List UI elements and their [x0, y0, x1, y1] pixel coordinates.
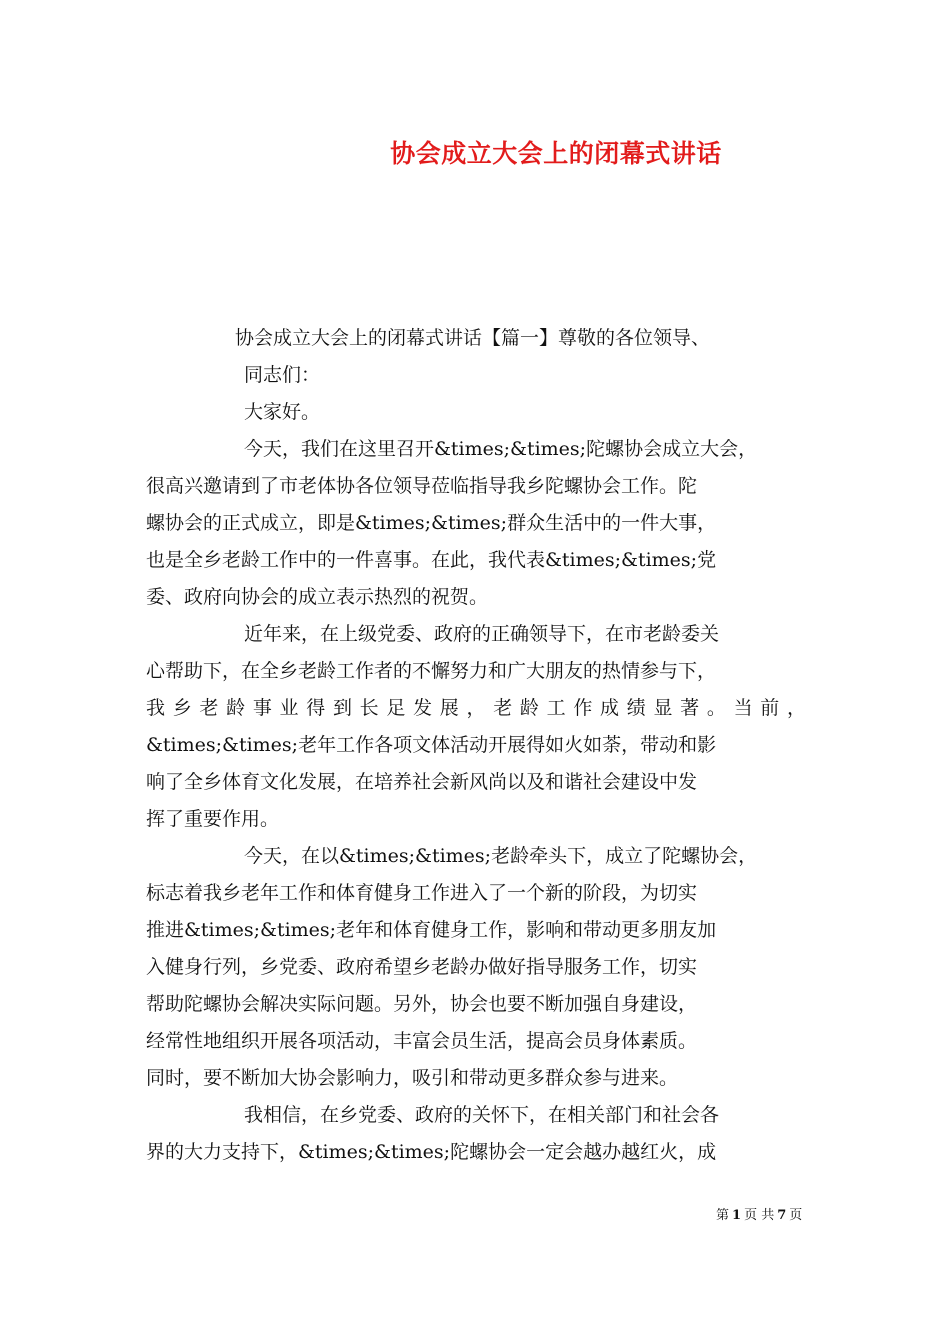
- paragraph-line: 入健身行列，乡党委、政府希望乡老龄办做好指导服务工作，切实: [146, 956, 698, 978]
- paragraph-line: 今天，在以&times;&times;老龄牵头下，成立了陀螺协会，: [244, 845, 758, 867]
- footer-suffix: 页: [789, 1208, 803, 1223]
- paragraph-line: 界的大力支持下，&times;&times;陀螺协会一定会越办越红火，成: [146, 1141, 717, 1163]
- paragraph-line: 心帮助下，在全乡老龄工作者的不懈努力和广大朋友的热情参与下，: [146, 660, 717, 682]
- footer-middle: 页 共: [744, 1208, 775, 1223]
- paragraph-line: 也是全乡老龄工作中的一件喜事。在此，我代表&times;&times;党: [146, 549, 717, 571]
- paragraph-line: 近年来，在上级党委、政府的正确领导下，在市老龄委关: [244, 623, 720, 645]
- footer-prefix: 第: [716, 1208, 730, 1223]
- paragraph-line: 协会成立大会上的闭幕式讲话【篇一】尊敬的各位领导、: [235, 327, 711, 349]
- paragraph-line: 同时，要不断加大协会影响力，吸引和带动更多群众参与进来。: [146, 1067, 679, 1089]
- paragraph-line: 很高兴邀请到了市老体协各位领导莅临指导我乡陀螺协会工作。陀: [146, 475, 698, 497]
- document-title: 协会成立大会上的闭幕式讲话: [390, 139, 722, 168]
- paragraph-line: 今天，我们在这里召开&times;&times;陀螺协会成立大会，: [244, 438, 758, 460]
- paragraph-line: 标志着我乡老年工作和体育健身工作进入了一个新的阶段，为切实: [146, 882, 698, 904]
- page-footer: [716, 1204, 802, 1223]
- footer-page-number: 1: [732, 1208, 742, 1223]
- paragraph-line: 委、政府向协会的成立表示热烈的祝贺。: [146, 586, 489, 608]
- document-body: [146, 320, 806, 1171]
- paragraph-line: 推进&times;&times;老年和体育健身工作，影响和带动更多朋友加: [146, 919, 717, 941]
- paragraph-line: 经常性地组织开展各项活动，丰富会员生活，提高会员身体素质。: [146, 1030, 698, 1052]
- paragraph-line: 响了全乡体育文化发展，在培养社会新风尚以及和谐社会建设中发: [146, 771, 698, 793]
- paragraph-line: &times;&times;老年工作各项文体活动开展得如火如荼，带动和影: [146, 734, 717, 756]
- paragraph-line: 我乡老龄事业得到长足发展，老龄工作成绩显著。当前，: [146, 697, 806, 719]
- paragraph-line: 我相信，在乡党委、政府的关怀下，在相关部门和社会各: [244, 1104, 720, 1126]
- paragraph-line: 同志们：: [244, 364, 321, 386]
- paragraph-line: 螺协会的正式成立，即是&times;&times;群众生活中的一件大事，: [146, 512, 717, 534]
- footer-total-pages: 7: [777, 1208, 787, 1223]
- paragraph-line: 帮助陀螺协会解决实际问题。另外，协会也要不断加强自身建设，: [146, 993, 698, 1015]
- paragraph-line: 大家好。: [244, 401, 321, 423]
- paragraph-line: 挥了重要作用。: [146, 808, 280, 830]
